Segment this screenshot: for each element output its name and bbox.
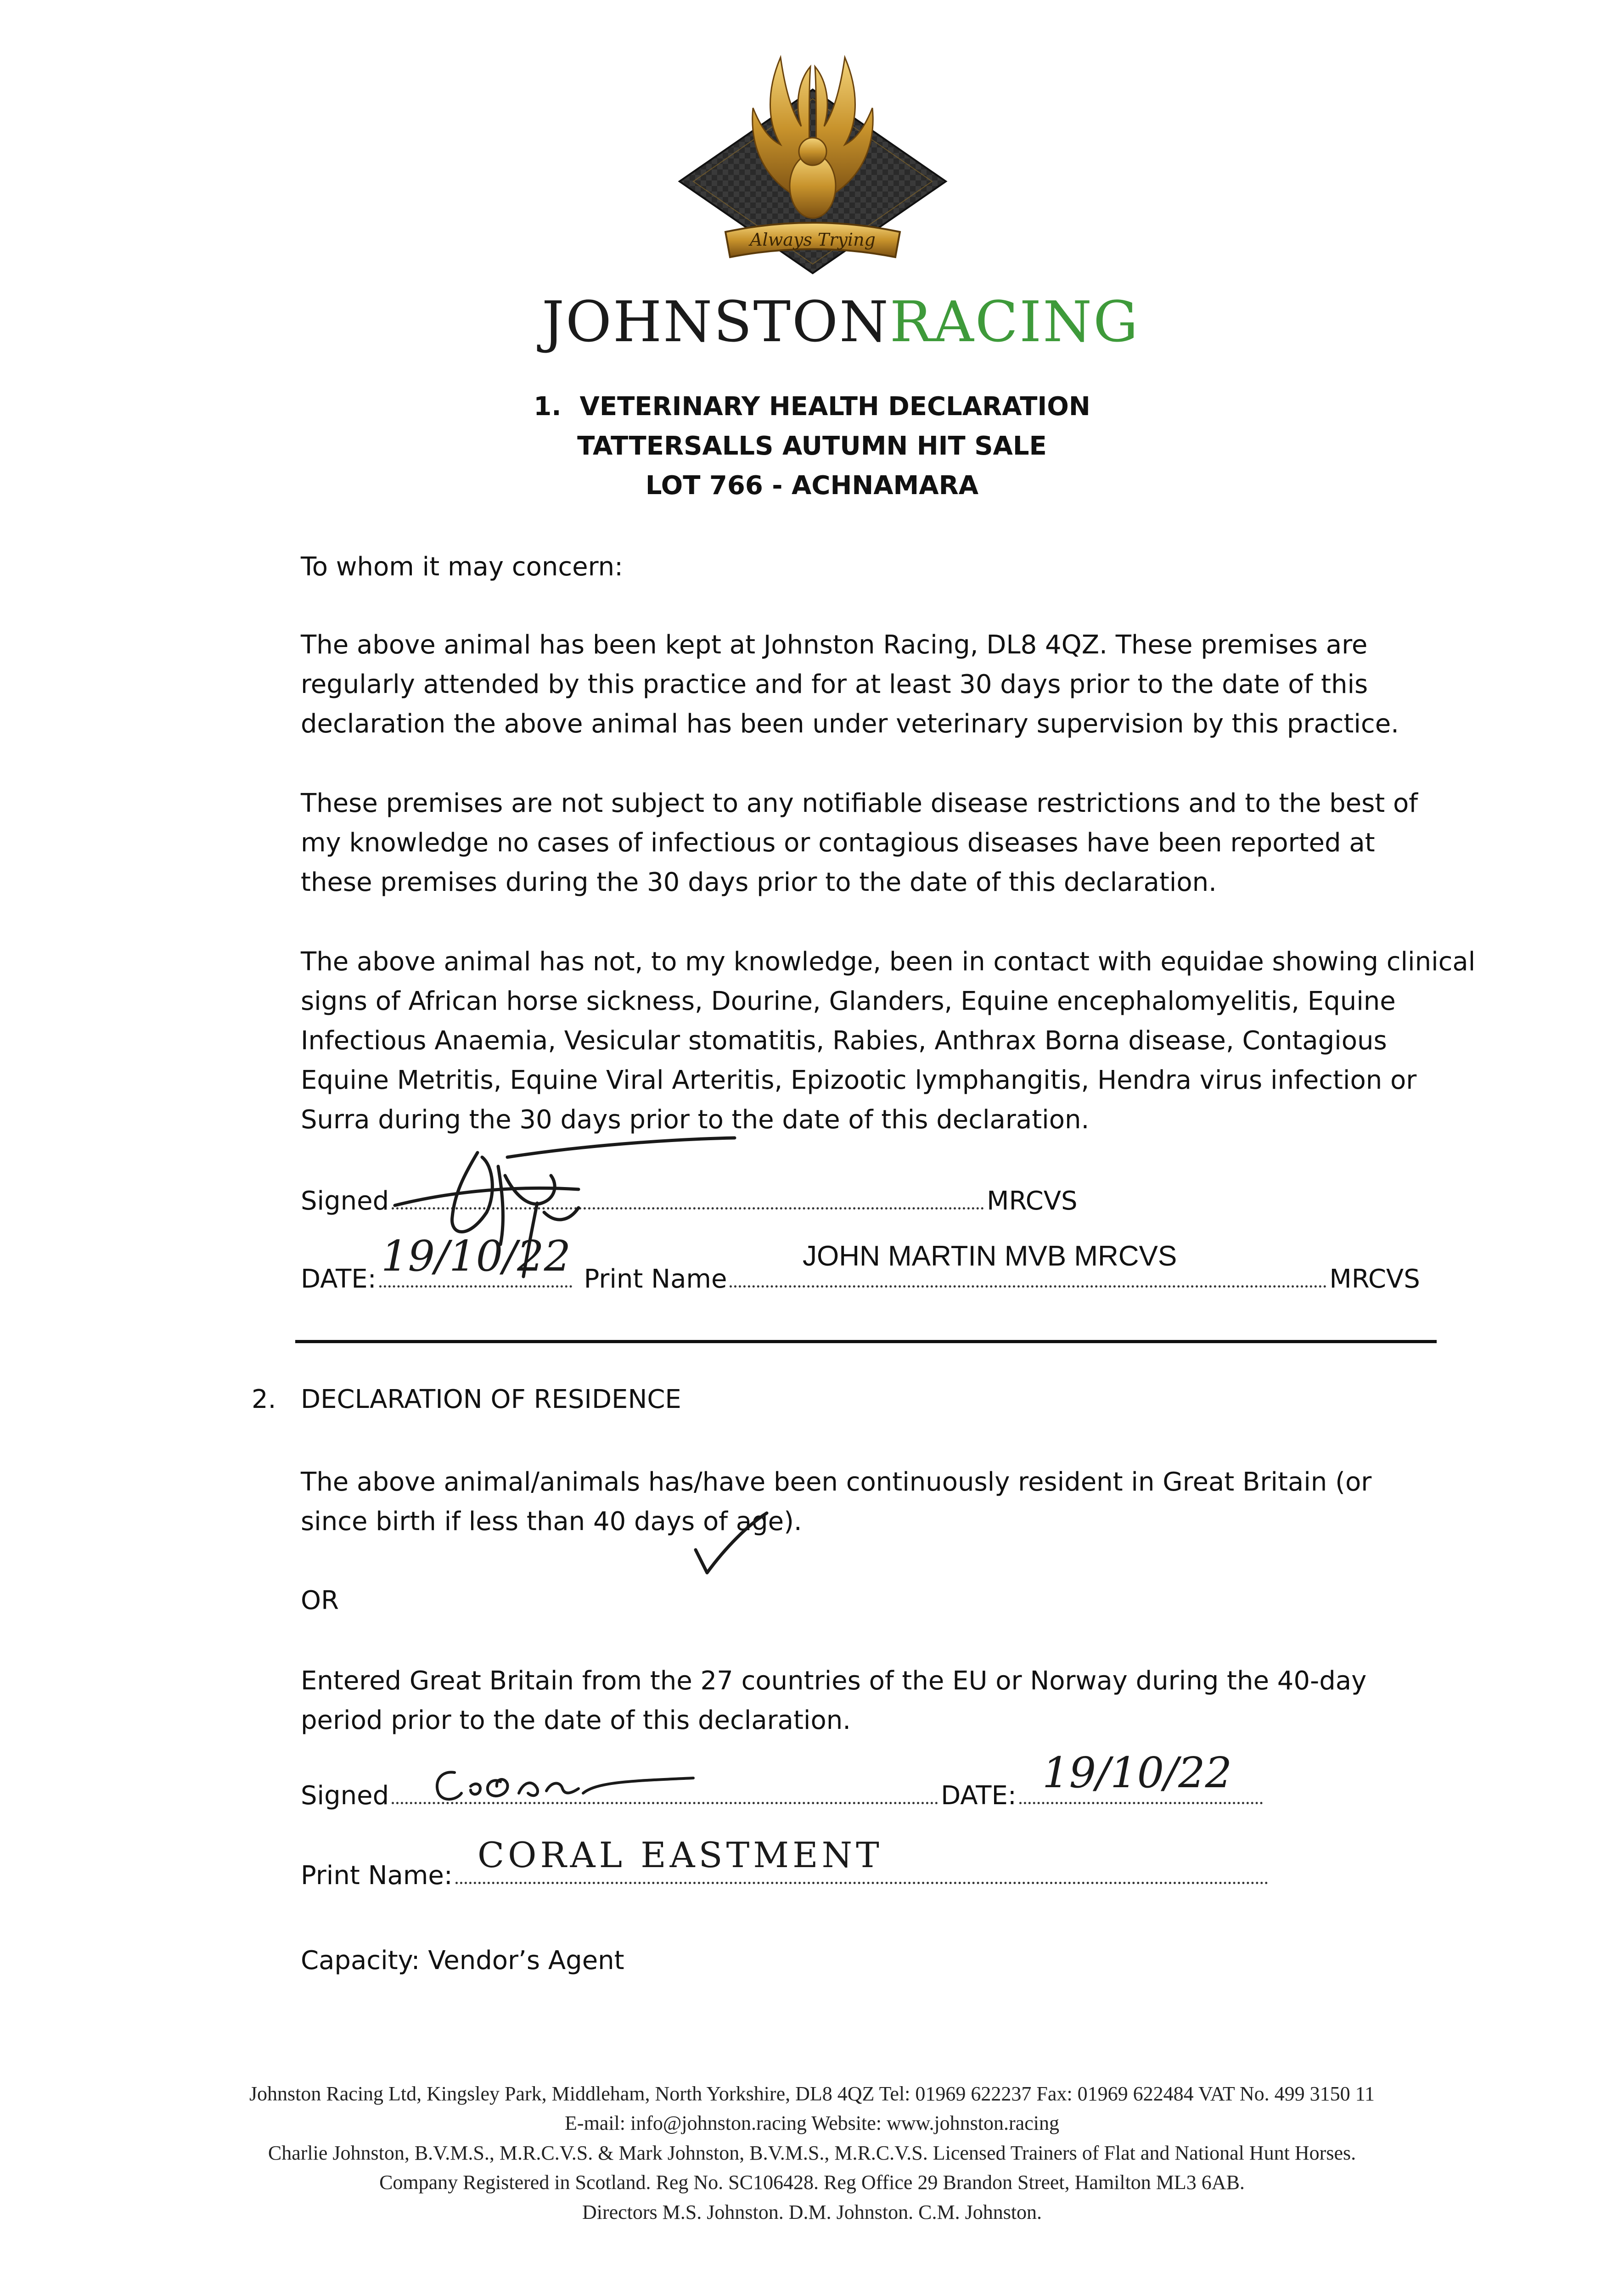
agent-capacity: Capacity: Vendor’s Agent bbox=[301, 1946, 624, 1975]
section-1-number: 1. bbox=[534, 392, 562, 422]
section-2-title: DECLARATION OF RESIDENCE bbox=[301, 1384, 681, 1414]
document-title-line-1 bbox=[0, 394, 1624, 420]
brand-wordmark bbox=[542, 289, 1140, 355]
section-2-heading bbox=[252, 1384, 681, 1414]
section-1-paragraph-2: These premises are not subject to any notifiable disease restrictions and to the best of my knowledge no cases of infectious or contagious diseases have been reported at these premises during the 30 days prior to the date of this declaration. bbox=[301, 788, 1418, 897]
johnston-racing-emblem-icon bbox=[657, 48, 969, 287]
footer-registration: Company Registered in Scotland. Reg No. SC106428. Reg Office 29 Brandon Street, Hamilton ML3 6AB. bbox=[379, 2171, 1245, 2194]
section-1-paragraph-1: The above animal has been kept at Johnston Racing, DL8 4QZ. These premises are regularly attended by this practice and for at least 30 days prior to the date of this declaration the above animal has been under veterinary supervision by this practice. bbox=[301, 630, 1399, 739]
lot-name: LOT 766 - ACHNAMARA bbox=[645, 471, 979, 501]
footer-directors: Directors M.S. Johnston. D.M. Johnston. C.M. Johnston. bbox=[582, 2201, 1042, 2223]
section-divider bbox=[295, 1340, 1437, 1343]
brand-name-racing: RACING bbox=[889, 289, 1140, 355]
footer-trainers: Charlie Johnston, B.V.M.S., M.R.C.V.S. & Mark Johnston, B.V.M.S., M.R.C.V.S. Licensed Trainers of Flat and National Hunt Horses. bbox=[268, 2142, 1356, 2164]
vet-signed-label: Signed bbox=[301, 1186, 389, 1216]
vet-print-name-suffix: MRCVS bbox=[1329, 1264, 1420, 1294]
document-title: VETERINARY HEALTH DECLARATION bbox=[579, 392, 1090, 422]
agent-signed-label: Signed bbox=[301, 1781, 389, 1811]
section-1-paragraph-3: The above animal has not, to my knowledge, been in contact with equidae showing clinical signs of African horse sickness, Dourine, Glanders, Equine encephalomyelitis, Equine Infectious Anaemia, Vesicular stomatitis, Rabies, Anthrax Borna disease, Contagious Equine Metritis, Equine Viral Arteritis, Epizootic lymphangitis, Hendra virus infection or Surra during the 30 days prior to the date of this declaration. bbox=[301, 947, 1476, 1135]
vet-print-name-value: JOHN MARTIN MVB MRCVS bbox=[803, 1240, 1177, 1272]
agent-date-label: DATE: bbox=[941, 1781, 1017, 1811]
sale-name: TATTERSALLS AUTUMN HIT SALE bbox=[577, 431, 1047, 461]
agent-print-name-handwritten: CORAL EASTMENT bbox=[478, 1835, 883, 1875]
vet-signed-suffix: MRCVS bbox=[987, 1186, 1078, 1216]
logo-motto: Always Trying bbox=[750, 230, 876, 250]
footer-address-contact: Johnston Racing Ltd, Kingsley Park, Middleham, North Yorkshire, DL8 4QZ Tel: 01969 622237 Fax: 01969 622484 VAT No. 499 3150 11 bbox=[249, 2082, 1375, 2105]
agent-date-handwritten: 19/10/22 bbox=[1042, 1748, 1232, 1797]
greeting: To whom it may concern: bbox=[301, 552, 623, 582]
section-2-or: OR bbox=[301, 1586, 339, 1615]
vet-print-name-label: Print Name bbox=[584, 1264, 727, 1294]
brand-name-johnston: JOHNSTON bbox=[542, 289, 890, 355]
agent-print-name-label: Print Name: bbox=[301, 1861, 453, 1891]
vet-date-handwritten: 19/10/22 bbox=[381, 1232, 571, 1281]
footer-email-website: E-mail: info@johnston.racing Website: www.johnston.racing bbox=[565, 2112, 1059, 2134]
vet-date-label: DATE: bbox=[301, 1264, 376, 1294]
vet-signature-line bbox=[301, 1188, 1078, 1214]
section-2-paragraph-2: Entered Great Britain from the 27 countries of the EU or Norway during the 40-day period prior to the date of this declaration. bbox=[301, 1666, 1367, 1735]
section-2-number: 2. bbox=[252, 1384, 276, 1414]
section-2-paragraph-1: The above animal/animals has/have been continuously resident in Great Britain (or since birth if less than 40 days of age). bbox=[301, 1467, 1372, 1536]
